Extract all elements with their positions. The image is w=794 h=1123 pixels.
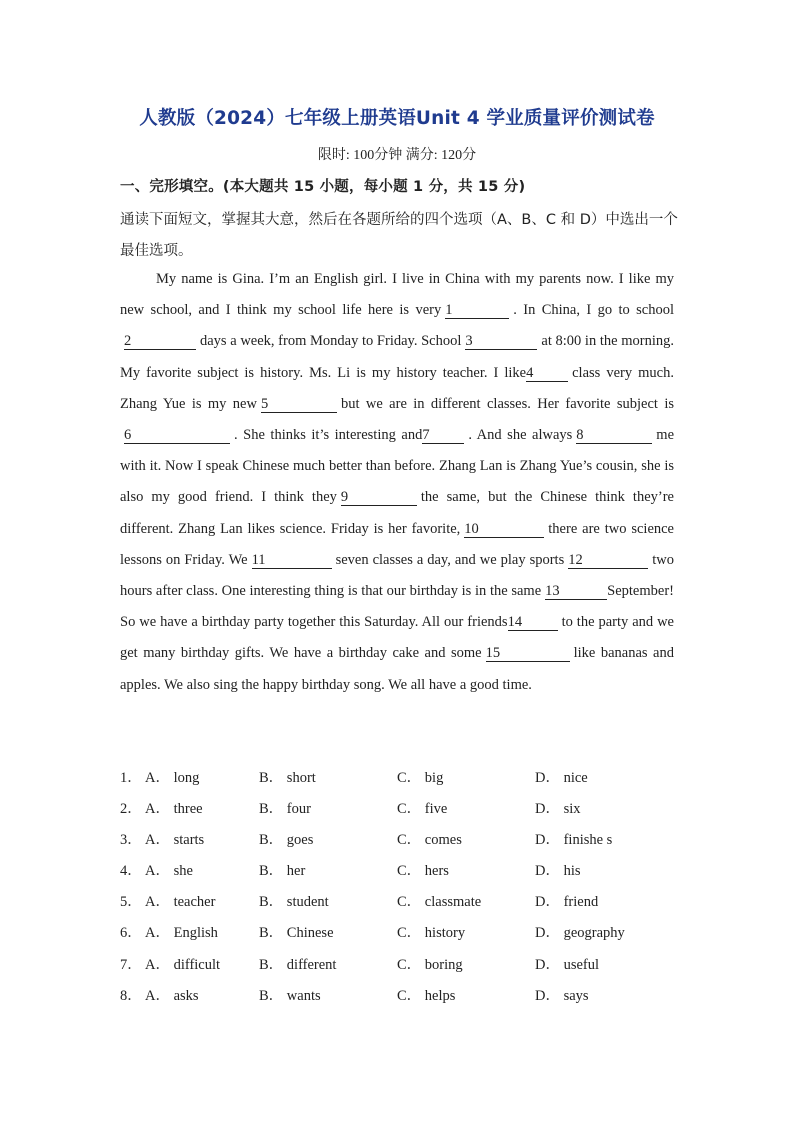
passage-text: . And she always	[468, 427, 573, 444]
option-d: D． geography	[535, 925, 625, 942]
section-heading: 一、完形填空。(本大题共 15 小题，每小题 1 分，共 15 分)	[120, 179, 526, 195]
option-b: B． her	[259, 863, 306, 880]
section-instruction: 通读下面短文，掌握其大意，然后在各题所给的四个选项（A、B、C 和 D）中选出一个最佳选项。	[120, 212, 678, 259]
cloze-passage	[120, 264, 674, 701]
passage-text: days a week, from Monday to Friday. School	[200, 333, 462, 350]
passage-text: . In China, I go to school	[513, 302, 674, 319]
time-score-limit: 限时: 100分钟 满分: 120分	[317, 148, 477, 163]
answer-options	[120, 763, 680, 1012]
question-number: 6．	[120, 925, 142, 942]
option-c: C． classmate	[397, 894, 482, 911]
option-d: D． six	[535, 801, 581, 818]
passage-text: to the party and we get many birthday gifts. We have a birthday cake and some	[120, 614, 674, 662]
blank-10: 10	[464, 521, 544, 538]
option-a: A． three	[145, 801, 203, 818]
blank-2: 2	[124, 333, 196, 350]
option-a: A． long	[145, 770, 200, 786]
question-number: 5．	[120, 894, 142, 911]
question-options-row	[120, 794, 680, 825]
blank-9: 9	[341, 489, 417, 506]
option-d: D． nice	[535, 770, 588, 786]
option-d: D． finishe s	[535, 832, 613, 849]
blank-12: 12	[568, 552, 648, 569]
question-options-row	[120, 825, 680, 856]
blank-3: 3	[465, 333, 537, 350]
question-number: 1．	[120, 770, 142, 786]
question-number: 4．	[120, 863, 142, 880]
option-b: B． wants	[259, 987, 321, 1004]
option-b: B． student	[259, 894, 329, 911]
passage-text: class very much. Zhang Yue is my new	[120, 364, 674, 412]
question-options-row	[120, 763, 680, 794]
option-b: B． Chinese	[259, 925, 334, 942]
blank-6: 6	[124, 427, 230, 444]
option-b: B． four	[259, 801, 311, 818]
option-b: B． different	[259, 956, 337, 973]
blank-11: 11	[252, 552, 332, 569]
question-options-row	[120, 950, 680, 981]
question-options-row	[120, 856, 680, 887]
option-c: C． history	[397, 925, 466, 942]
question-number: 2．	[120, 801, 142, 818]
document-title: 人教版（2024）七年级上册英语Unit 4 学业质量评价测试卷	[139, 108, 655, 129]
option-b: B． short	[259, 770, 316, 786]
option-c: C． hers	[397, 863, 449, 880]
option-d: D． friend	[535, 894, 599, 911]
blank-13: 13	[545, 583, 607, 600]
passage-text: at 8:00 in the morning. My favorite subject is history. Ms. Li is my history teacher. I like	[120, 333, 674, 381]
option-a: A． starts	[145, 832, 205, 849]
option-c: C． boring	[397, 956, 463, 973]
passage-text: My name is Gina. I’m an English girl. I live in China with my parents now. I like my new school, and I think my school life here is very	[120, 271, 674, 319]
passage-text: but we are in different classes. Her favorite subject is	[340, 395, 674, 412]
option-c: C． comes	[397, 832, 462, 849]
passage-text: . She thinks it’s interesting and	[234, 427, 423, 444]
option-c: C． helps	[397, 987, 456, 1004]
option-a: A． she	[145, 863, 193, 880]
blank-4: 4	[526, 365, 568, 382]
option-c: C． five	[397, 801, 448, 818]
option-c: C． big	[397, 770, 444, 786]
blank-14: 14	[508, 614, 558, 631]
option-a: A． asks	[145, 987, 199, 1004]
question-options-row	[120, 887, 680, 918]
passage-text: me with it. Now I speak Chinese much better than before. Zhang Lan is Zhang Yue’s cousin, she is also my good friend. I think they	[120, 427, 675, 506]
blank-7: 7	[422, 427, 464, 444]
option-a: A． teacher	[145, 894, 216, 911]
option-b: B． goes	[259, 832, 314, 849]
option-d: D． his	[535, 863, 581, 880]
blank-5: 5	[261, 396, 337, 413]
blank-8: 8	[576, 427, 652, 444]
question-options-row	[120, 918, 680, 949]
question-number: 3．	[120, 832, 142, 849]
passage-text: there are two science lessons on Friday. We	[120, 520, 674, 568]
option-a: A． difficult	[145, 956, 221, 973]
option-d: D． says	[535, 987, 589, 1004]
blank-1: 1	[445, 302, 509, 319]
passage-text: two hours after class. One interesting thing is that our birthday is in the same	[120, 551, 674, 600]
passage-text: September! So we have a birthday party together this Saturday. All our friends	[120, 583, 674, 631]
option-d: D． useful	[535, 956, 600, 973]
passage-text: like bananas and apples. We also sing the happy birthday song. We all have a good time.	[120, 645, 674, 693]
question-number: 8．	[120, 987, 142, 1004]
passage-text: seven classes a day, and we play sports	[335, 551, 565, 568]
passage-text: the same, but the Chinese think they’re different. Zhang Lan likes science. Friday is her favorite,	[120, 489, 674, 537]
blank-15: 15	[486, 645, 570, 662]
question-number: 7．	[120, 956, 142, 973]
option-a: A． English	[145, 925, 218, 942]
question-options-row	[120, 981, 680, 1012]
